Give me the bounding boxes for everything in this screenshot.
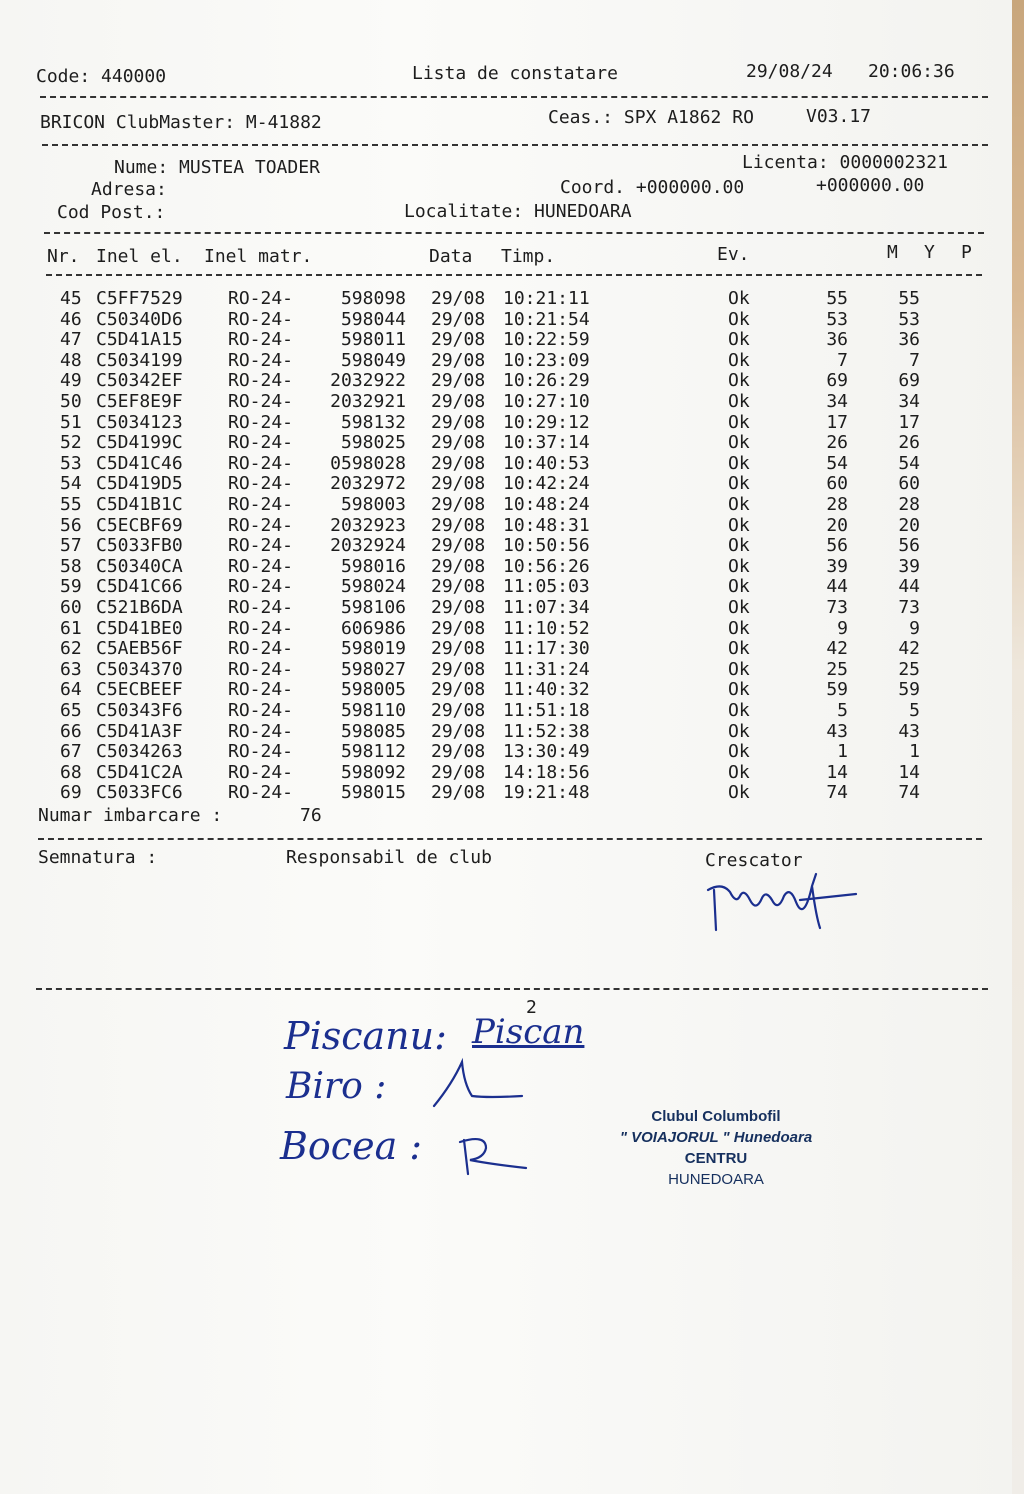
row-electronic-ring: C5AEB56F bbox=[96, 638, 183, 660]
desk-edge bbox=[1012, 0, 1024, 1494]
table-row bbox=[0, 535, 1012, 556]
row-m-value: 1 bbox=[837, 741, 848, 763]
divider bbox=[46, 274, 982, 276]
row-y-value: 20 bbox=[898, 514, 920, 536]
breeder-label: Crescator bbox=[705, 850, 803, 871]
divider bbox=[40, 96, 988, 98]
row-ring-number: 598106 bbox=[340, 597, 406, 618]
biro-signature bbox=[428, 1054, 528, 1114]
row-time: 10:26:29 bbox=[503, 370, 590, 392]
row-event: Ok bbox=[728, 329, 750, 351]
row-number: 51 bbox=[60, 411, 82, 433]
col-m: M bbox=[887, 242, 898, 263]
divider bbox=[38, 838, 982, 840]
row-electronic-ring: C5FF7529 bbox=[96, 288, 183, 309]
row-event: Ok bbox=[728, 638, 750, 660]
row-time: 10:48:24 bbox=[503, 494, 590, 515]
row-ring-number: 2032921 bbox=[330, 391, 406, 412]
row-event: Ok bbox=[728, 432, 750, 454]
table-row bbox=[0, 700, 1012, 721]
handwritten-biro: Biro : bbox=[286, 1066, 387, 1107]
row-ring-number: 598019 bbox=[340, 638, 406, 660]
row-electronic-ring: C5034199 bbox=[96, 349, 183, 371]
row-number: 49 bbox=[60, 370, 82, 392]
row-ring-number: 2032923 bbox=[330, 514, 406, 536]
row-ring-number: 598025 bbox=[340, 432, 406, 454]
row-ring-number: 598049 bbox=[340, 349, 406, 371]
row-ring-number: 2032924 bbox=[330, 535, 406, 557]
handwritten-piscanu-signature: Piscan bbox=[472, 1012, 585, 1052]
row-ring-prefix: RO-24- bbox=[228, 782, 294, 804]
row-m-value: 53 bbox=[826, 308, 848, 330]
row-date: 29/08 bbox=[431, 391, 486, 412]
row-number: 65 bbox=[60, 700, 82, 721]
row-m-value: 26 bbox=[826, 432, 848, 454]
firmware-version: V03.17 bbox=[806, 106, 872, 127]
row-ring-prefix: RO-24- bbox=[228, 617, 294, 639]
row-y-value: 26 bbox=[898, 432, 920, 454]
col-timp: Timp. bbox=[501, 246, 556, 267]
row-number: 68 bbox=[60, 761, 82, 783]
row-event: Ok bbox=[728, 391, 750, 412]
row-number: 55 bbox=[60, 494, 82, 515]
row-ring-prefix: RO-24- bbox=[228, 555, 294, 577]
table-row bbox=[0, 741, 1012, 762]
table-row bbox=[0, 576, 1012, 597]
row-ring-prefix: RO-24- bbox=[228, 370, 294, 392]
row-ring-number: 598024 bbox=[340, 576, 406, 598]
row-electronic-ring: C5D41C46 bbox=[96, 452, 183, 474]
table-row bbox=[0, 782, 1012, 803]
row-y-value: 43 bbox=[898, 720, 920, 742]
row-electronic-ring: C5D419D5 bbox=[96, 473, 183, 495]
row-number: 45 bbox=[60, 288, 82, 309]
row-m-value: 36 bbox=[826, 329, 848, 351]
table-row bbox=[0, 597, 1012, 618]
row-electronic-ring: C50340CA bbox=[96, 555, 183, 577]
owner-name: Nume: MUSTEA TOADER bbox=[114, 157, 320, 178]
page-number: 2 bbox=[526, 997, 537, 1018]
row-y-value: 34 bbox=[898, 391, 920, 412]
row-time: 10:23:09 bbox=[503, 349, 590, 371]
col-nr: Nr. bbox=[47, 246, 80, 267]
row-event: Ok bbox=[728, 494, 750, 515]
row-electronic-ring: C5D41A3F bbox=[96, 720, 183, 742]
row-time: 11:40:32 bbox=[503, 679, 590, 701]
row-m-value: 17 bbox=[826, 411, 848, 433]
row-y-value: 55 bbox=[898, 288, 920, 309]
row-number: 46 bbox=[60, 308, 82, 330]
table-row bbox=[0, 432, 1012, 453]
row-ring-number: 0598028 bbox=[330, 452, 406, 474]
row-ring-prefix: RO-24- bbox=[228, 761, 294, 783]
handwritten-piscanu: Piscanu: bbox=[284, 1014, 447, 1058]
row-ring-number: 598110 bbox=[340, 700, 406, 721]
row-date: 29/08 bbox=[431, 761, 486, 783]
row-y-value: 60 bbox=[898, 473, 920, 495]
row-event: Ok bbox=[728, 411, 750, 433]
row-ring-number: 598003 bbox=[340, 494, 406, 515]
row-ring-prefix: RO-24- bbox=[228, 452, 294, 474]
row-ring-prefix: RO-24- bbox=[228, 514, 294, 536]
row-date: 29/08 bbox=[431, 597, 486, 618]
row-time: 10:40:53 bbox=[503, 452, 590, 474]
row-ring-number: 598015 bbox=[340, 782, 406, 804]
row-ring-prefix: RO-24- bbox=[228, 411, 294, 433]
row-number: 54 bbox=[60, 473, 82, 495]
row-date: 29/08 bbox=[431, 370, 486, 392]
row-y-value: 56 bbox=[898, 535, 920, 557]
row-event: Ok bbox=[728, 782, 750, 804]
row-m-value: 14 bbox=[826, 761, 848, 783]
row-number: 61 bbox=[60, 617, 82, 639]
row-number: 50 bbox=[60, 391, 82, 412]
row-number: 53 bbox=[60, 452, 82, 474]
row-ring-prefix: RO-24- bbox=[228, 576, 294, 598]
row-date: 29/08 bbox=[431, 555, 486, 577]
row-m-value: 54 bbox=[826, 452, 848, 474]
row-event: Ok bbox=[728, 535, 750, 557]
row-date: 29/08 bbox=[431, 432, 486, 454]
row-time: 10:37:14 bbox=[503, 432, 590, 454]
row-electronic-ring: C5D41BE0 bbox=[96, 617, 183, 639]
row-number: 56 bbox=[60, 514, 82, 536]
row-m-value: 25 bbox=[826, 658, 848, 680]
code-label: Code: 440000 bbox=[36, 66, 167, 87]
row-time: 10:29:12 bbox=[503, 411, 590, 433]
row-time: 11:10:52 bbox=[503, 617, 590, 639]
row-electronic-ring: C5D4199C bbox=[96, 432, 183, 454]
row-ring-prefix: RO-24- bbox=[228, 329, 294, 351]
col-p: P bbox=[961, 242, 972, 263]
row-ring-number: 598027 bbox=[340, 658, 406, 680]
table-row bbox=[0, 329, 1012, 350]
table-row bbox=[0, 412, 1012, 433]
row-electronic-ring: C50342EF bbox=[96, 370, 183, 392]
row-ring-prefix: RO-24- bbox=[228, 597, 294, 618]
col-y: Y bbox=[924, 242, 935, 263]
row-electronic-ring: C5034263 bbox=[96, 741, 183, 763]
table-row bbox=[0, 618, 1012, 639]
row-ring-prefix: RO-24- bbox=[228, 473, 294, 495]
row-event: Ok bbox=[728, 617, 750, 639]
row-electronic-ring: C50340D6 bbox=[96, 308, 183, 330]
row-number: 47 bbox=[60, 329, 82, 351]
row-electronic-ring: C521B6DA bbox=[96, 597, 183, 618]
row-date: 29/08 bbox=[431, 452, 486, 474]
clock-id: Ceas.: SPX A1862 RO bbox=[548, 107, 754, 128]
row-date: 29/08 bbox=[431, 741, 486, 763]
row-time: 10:21:54 bbox=[503, 308, 590, 330]
row-event: Ok bbox=[728, 700, 750, 721]
row-time: 10:50:56 bbox=[503, 535, 590, 557]
row-ring-number: 606986 bbox=[340, 617, 406, 639]
table-row bbox=[0, 659, 1012, 680]
row-electronic-ring: C5034123 bbox=[96, 411, 183, 433]
print-date: 29/08/24 bbox=[746, 61, 833, 82]
row-time: 19:21:48 bbox=[503, 782, 590, 804]
row-date: 29/08 bbox=[431, 514, 486, 536]
row-time: 14:18:56 bbox=[503, 761, 590, 783]
license-number: Licenta: 0000002321 bbox=[742, 152, 948, 173]
breeder-signature bbox=[700, 856, 870, 938]
row-event: Ok bbox=[728, 720, 750, 742]
row-date: 29/08 bbox=[431, 411, 486, 433]
row-ring-number: 598112 bbox=[340, 741, 406, 763]
row-y-value: 1 bbox=[909, 741, 920, 763]
row-m-value: 73 bbox=[826, 597, 848, 618]
row-m-value: 7 bbox=[837, 349, 848, 371]
row-y-value: 44 bbox=[898, 576, 920, 598]
table-row bbox=[0, 391, 1012, 412]
row-date: 29/08 bbox=[431, 288, 486, 309]
row-date: 29/08 bbox=[431, 638, 486, 660]
row-ring-number: 598011 bbox=[340, 329, 406, 351]
row-m-value: 42 bbox=[826, 638, 848, 660]
row-number: 58 bbox=[60, 555, 82, 577]
row-y-value: 74 bbox=[898, 782, 920, 804]
row-date: 29/08 bbox=[431, 329, 486, 351]
coordinates-second: +000000.00 bbox=[816, 175, 925, 196]
row-ring-number: 598132 bbox=[340, 411, 406, 433]
row-date: 29/08 bbox=[431, 473, 486, 495]
row-event: Ok bbox=[728, 370, 750, 392]
table-row bbox=[0, 288, 1012, 309]
row-date: 29/08 bbox=[431, 700, 486, 721]
row-y-value: 73 bbox=[898, 597, 920, 618]
row-event: Ok bbox=[728, 576, 750, 598]
coordinates: Coord. +000000.00 bbox=[560, 177, 745, 198]
row-electronic-ring: C5033FB0 bbox=[96, 535, 183, 557]
stamp-line-1: Clubul Columbofil bbox=[651, 1108, 781, 1125]
col-ev: Ev. bbox=[717, 244, 750, 265]
row-time: 10:27:10 bbox=[503, 391, 590, 412]
stamp-line-3: CENTRU bbox=[684, 1150, 748, 1167]
table-row bbox=[0, 721, 1012, 742]
row-ring-prefix: RO-24- bbox=[228, 308, 294, 330]
row-y-value: 28 bbox=[898, 494, 920, 515]
row-electronic-ring: C5033FC6 bbox=[96, 782, 183, 804]
stamp-line-4: HUNEDOARA bbox=[668, 1171, 764, 1188]
row-ring-number: 2032922 bbox=[330, 370, 406, 392]
divider bbox=[42, 144, 988, 146]
row-time: 11:17:30 bbox=[503, 638, 590, 660]
table-row bbox=[0, 473, 1012, 494]
row-y-value: 36 bbox=[898, 329, 920, 351]
row-m-value: 69 bbox=[826, 370, 848, 392]
row-y-value: 69 bbox=[898, 370, 920, 392]
row-number: 66 bbox=[60, 720, 82, 742]
embark-count-label: Numar imbarcare : bbox=[38, 805, 223, 826]
row-time: 11:05:03 bbox=[503, 576, 590, 598]
row-electronic-ring: C50343F6 bbox=[96, 700, 183, 721]
row-event: Ok bbox=[728, 761, 750, 783]
row-y-value: 17 bbox=[898, 411, 920, 433]
row-ring-prefix: RO-24- bbox=[228, 391, 294, 412]
row-number: 67 bbox=[60, 741, 82, 763]
row-electronic-ring: C5ECBEEF bbox=[96, 679, 183, 701]
row-m-value: 74 bbox=[826, 782, 848, 804]
row-y-value: 42 bbox=[898, 638, 920, 660]
row-event: Ok bbox=[728, 308, 750, 330]
document-title: Lista de constatare bbox=[412, 63, 618, 84]
row-m-value: 55 bbox=[826, 288, 848, 309]
row-date: 29/08 bbox=[431, 679, 486, 701]
table-row bbox=[0, 556, 1012, 577]
row-date: 29/08 bbox=[431, 349, 486, 371]
owner-address: Adresa: bbox=[91, 179, 167, 200]
row-y-value: 54 bbox=[898, 452, 920, 474]
row-date: 29/08 bbox=[431, 617, 486, 639]
row-electronic-ring: C5D41C66 bbox=[96, 576, 183, 598]
row-electronic-ring: C5034370 bbox=[96, 658, 183, 680]
row-event: Ok bbox=[728, 288, 750, 309]
row-y-value: 5 bbox=[909, 700, 920, 721]
row-date: 29/08 bbox=[431, 308, 486, 330]
row-m-value: 43 bbox=[826, 720, 848, 742]
row-date: 29/08 bbox=[431, 576, 486, 598]
row-y-value: 14 bbox=[898, 761, 920, 783]
row-time: 11:31:24 bbox=[503, 658, 590, 680]
row-ring-prefix: RO-24- bbox=[228, 658, 294, 680]
row-event: Ok bbox=[728, 514, 750, 536]
club-responsible-label: Responsabil de club bbox=[286, 847, 492, 868]
stamp-line-2: " VOIAJORUL " Hunedoara bbox=[619, 1129, 813, 1146]
row-ring-prefix: RO-24- bbox=[228, 741, 294, 763]
table-row bbox=[0, 350, 1012, 371]
row-event: Ok bbox=[728, 473, 750, 495]
row-time: 10:22:59 bbox=[503, 329, 590, 351]
print-time: 20:06:36 bbox=[868, 61, 955, 82]
handwritten-bocea: Bocea : bbox=[280, 1124, 423, 1168]
table-row bbox=[0, 762, 1012, 783]
row-ring-number: 598092 bbox=[340, 761, 406, 783]
row-ring-prefix: RO-24- bbox=[228, 720, 294, 742]
row-event: Ok bbox=[728, 741, 750, 763]
row-y-value: 25 bbox=[898, 658, 920, 680]
divider bbox=[36, 988, 988, 990]
club-stamp bbox=[600, 1106, 832, 1190]
row-time: 10:48:31 bbox=[503, 514, 590, 536]
row-y-value: 9 bbox=[909, 617, 920, 639]
row-date: 29/08 bbox=[431, 494, 486, 515]
row-date: 29/08 bbox=[431, 535, 486, 557]
row-time: 10:56:26 bbox=[503, 555, 590, 577]
row-date: 29/08 bbox=[431, 658, 486, 680]
row-time: 11:52:38 bbox=[503, 720, 590, 742]
row-ring-prefix: RO-24- bbox=[228, 679, 294, 701]
row-event: Ok bbox=[728, 658, 750, 680]
row-ring-prefix: RO-24- bbox=[228, 288, 294, 309]
col-data: Data bbox=[429, 246, 473, 267]
row-ring-number: 598085 bbox=[340, 720, 406, 742]
row-y-value: 39 bbox=[898, 555, 920, 577]
row-ring-number: 598005 bbox=[340, 679, 406, 701]
signature-label: Semnatura : bbox=[38, 847, 158, 868]
row-ring-prefix: RO-24- bbox=[228, 494, 294, 515]
row-time: 11:07:34 bbox=[503, 597, 590, 618]
row-m-value: 9 bbox=[837, 617, 848, 639]
row-ring-number: 2032972 bbox=[330, 473, 406, 495]
row-m-value: 34 bbox=[826, 391, 848, 412]
row-time: 13:30:49 bbox=[503, 741, 590, 763]
row-y-value: 53 bbox=[898, 308, 920, 330]
row-time: 10:21:11 bbox=[503, 288, 590, 309]
row-date: 29/08 bbox=[431, 782, 486, 804]
row-electronic-ring: C5EF8E9F bbox=[96, 391, 183, 412]
row-time: 10:42:24 bbox=[503, 473, 590, 495]
table-row bbox=[0, 494, 1012, 515]
row-ring-prefix: RO-24- bbox=[228, 432, 294, 454]
row-number: 60 bbox=[60, 597, 82, 618]
row-time: 11:51:18 bbox=[503, 700, 590, 721]
row-electronic-ring: C5D41B1C bbox=[96, 494, 183, 515]
divider bbox=[44, 232, 984, 234]
row-m-value: 44 bbox=[826, 576, 848, 598]
bocea-signature bbox=[456, 1130, 536, 1180]
locality: Localitate: HUNEDOARA bbox=[404, 201, 632, 222]
row-date: 29/08 bbox=[431, 720, 486, 742]
row-m-value: 20 bbox=[826, 514, 848, 536]
embark-count-value: 76 bbox=[300, 805, 322, 826]
row-event: Ok bbox=[728, 555, 750, 577]
row-event: Ok bbox=[728, 349, 750, 371]
row-electronic-ring: C5ECBF69 bbox=[96, 514, 183, 536]
row-ring-number: 598044 bbox=[340, 308, 406, 330]
row-ring-number: 598016 bbox=[340, 555, 406, 577]
row-event: Ok bbox=[728, 452, 750, 474]
table-row bbox=[0, 679, 1012, 700]
row-m-value: 28 bbox=[826, 494, 848, 515]
row-number: 64 bbox=[60, 679, 82, 701]
row-m-value: 60 bbox=[826, 473, 848, 495]
col-inel-matr: Inel matr. bbox=[204, 246, 313, 267]
table-row bbox=[0, 453, 1012, 474]
row-ring-number: 598098 bbox=[340, 288, 406, 309]
table-row bbox=[0, 309, 1012, 330]
row-m-value: 56 bbox=[826, 535, 848, 557]
col-inel-el: Inel el. bbox=[96, 246, 183, 267]
row-y-value: 59 bbox=[898, 679, 920, 701]
row-number: 59 bbox=[60, 576, 82, 598]
row-m-value: 59 bbox=[826, 679, 848, 701]
row-event: Ok bbox=[728, 679, 750, 701]
row-ring-prefix: RO-24- bbox=[228, 349, 294, 371]
row-number: 63 bbox=[60, 658, 82, 680]
row-number: 69 bbox=[60, 782, 82, 804]
row-y-value: 7 bbox=[909, 349, 920, 371]
row-number: 52 bbox=[60, 432, 82, 454]
table-row bbox=[0, 638, 1012, 659]
owner-postcode: Cod Post.: bbox=[57, 202, 166, 223]
row-ring-prefix: RO-24- bbox=[228, 638, 294, 660]
row-ring-prefix: RO-24- bbox=[228, 535, 294, 557]
row-electronic-ring: C5D41A15 bbox=[96, 329, 183, 351]
row-m-value: 5 bbox=[837, 700, 848, 721]
row-event: Ok bbox=[728, 597, 750, 618]
row-electronic-ring: C5D41C2A bbox=[96, 761, 183, 783]
row-ring-prefix: RO-24- bbox=[228, 700, 294, 721]
row-m-value: 39 bbox=[826, 555, 848, 577]
row-number: 62 bbox=[60, 638, 82, 660]
clubmaster-id: BRICON ClubMaster: M-41882 bbox=[40, 112, 322, 133]
table-row bbox=[0, 370, 1012, 391]
row-number: 57 bbox=[60, 535, 82, 557]
row-number: 48 bbox=[60, 349, 82, 371]
table-row bbox=[0, 515, 1012, 536]
